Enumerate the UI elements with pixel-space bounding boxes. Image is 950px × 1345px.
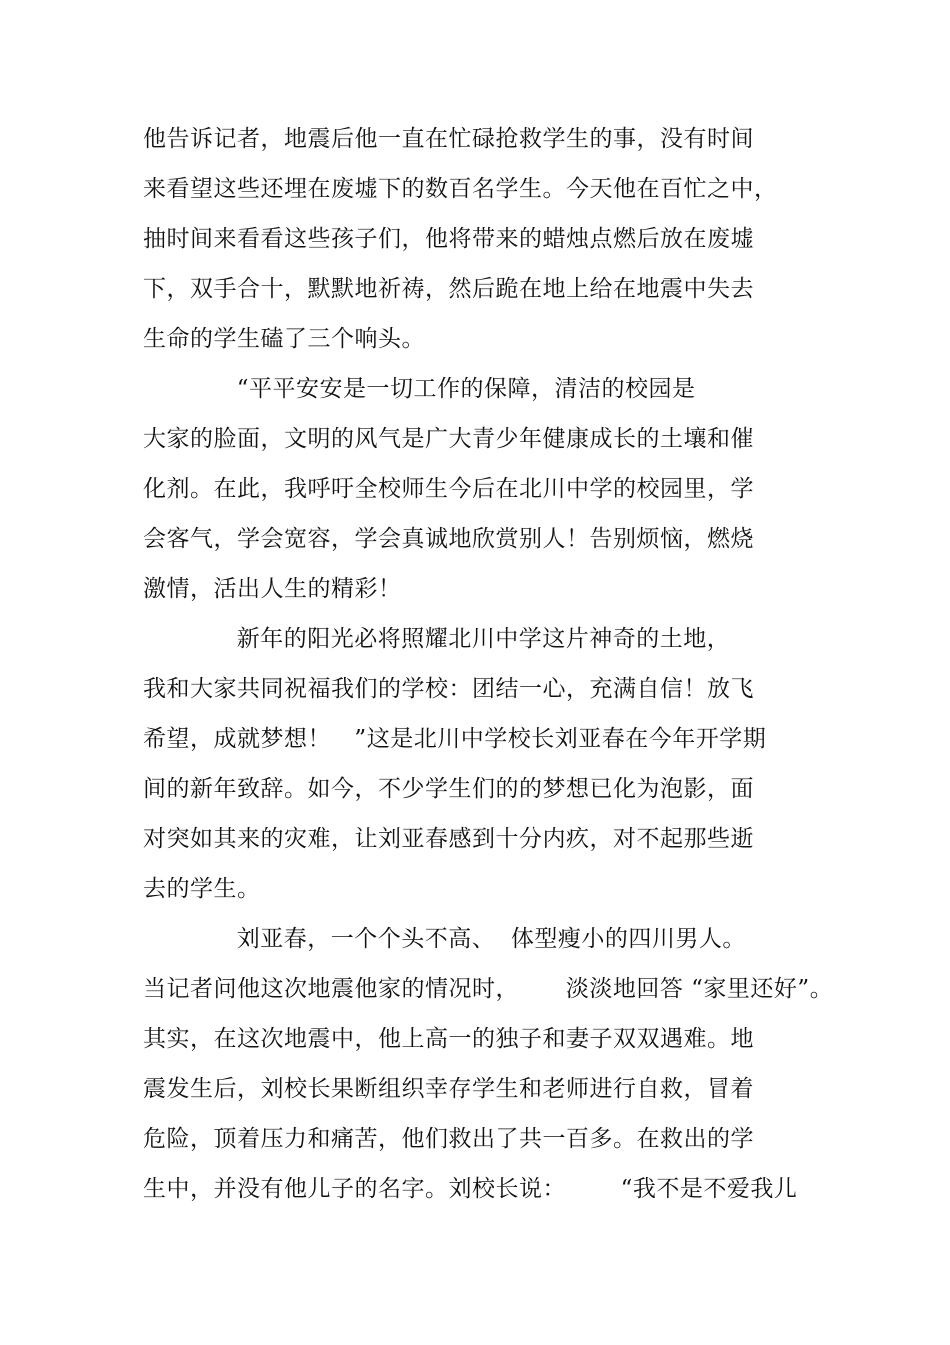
text-line: 希望，成就梦想！ ”这是北川中学校长刘亚春在今年开学期 xyxy=(143,726,767,752)
text-line: 下，双手合十，默默地祈祷，然后跪在地上给在地震中失去 xyxy=(143,276,754,302)
text-line: 刘亚春，一个个头不高、 体型瘦小的四川男人。 xyxy=(143,926,746,952)
text-line: 间的新年致辞。如今，不少学生们的的梦想已化为泡影，面 xyxy=(143,776,754,802)
text-line: 对突如其来的灾难，让刘亚春感到十分内疚，对不起那些逝 xyxy=(143,826,754,852)
text-line: 激情，活出人生的精彩！ xyxy=(143,576,402,602)
text-line: 来看望这些还埋在废墟下的数百名学生。今天他在百忙之中， xyxy=(143,176,778,202)
text-line: 生中，并没有他儿子的名字。刘校长说： “我不是不爱我儿 xyxy=(143,1176,798,1202)
text-line: 危险，顶着压力和痛苦，他们救出了共一百多。在救出的学 xyxy=(143,1126,754,1152)
text-line: 震发生后，刘校长果断组织幸存学生和老师进行自救，冒着 xyxy=(143,1076,754,1102)
text-line: “平平安安是一切工作的保障，清洁的校园是 xyxy=(143,376,696,402)
text-line: 新年的阳光必将照耀北川中学这片神奇的土地， xyxy=(143,626,731,652)
text-line: 会客气，学会宽容，学会真诚地欣赏别人！告别烦恼，燃烧 xyxy=(143,526,754,552)
text-line: 他告诉记者，地震后他一直在忙碌抢救学生的事，没有时间 xyxy=(143,126,754,152)
text-line: 抽时间来看看这些孩子们，他将带来的蜡烛点燃后放在废墟 xyxy=(143,226,754,252)
text-line: 其实，在这次地震中，他上高一的独子和妻子双双遇难。地 xyxy=(143,1026,754,1052)
text-line: 生命的学生磕了三个响头。 xyxy=(143,326,425,352)
text-line: 大家的脸面，文明的风气是广大青少年健康成长的土壤和催 xyxy=(143,426,754,452)
text-line: 化剂。在此，我呼吁全校师生今后在北川中学的校园里，学 xyxy=(143,476,754,502)
text-line: 当记者问他这次地震他家的情况时， 淡淡地回答 “家里还好”。 xyxy=(143,976,834,1002)
text-line: 我和大家共同祝福我们的学校：团结一心，充满自信！放飞 xyxy=(143,676,754,702)
text-line: 去的学生。 xyxy=(143,876,261,902)
